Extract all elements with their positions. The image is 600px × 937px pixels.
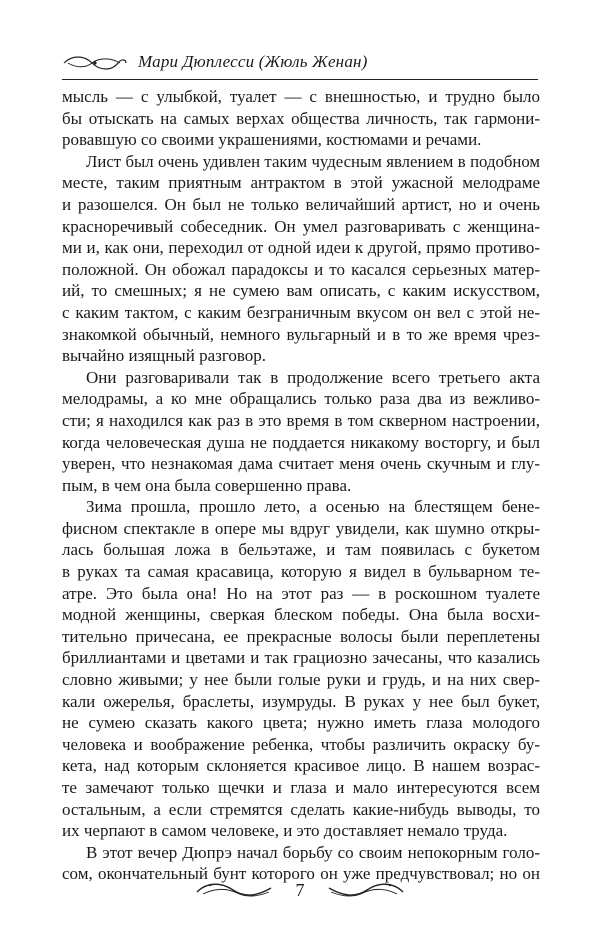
text-line: тительно причесана, ее прекрасные волосы были переплетены <box>62 626 540 646</box>
text-line: мелодрамы, а ко мне обращались только раза два из вежливо- <box>62 389 540 409</box>
page-number: 7 <box>295 880 305 900</box>
text-line: знакомкой обычный, немного вульгарный и в то же время чрез- <box>62 324 540 344</box>
text-line: Они разговаривали так в продолжение всего третьего акта <box>86 367 540 387</box>
text-line: ий, то смешных; я не сумею вам описать, с каким искусством, <box>62 281 540 301</box>
flourish-ornament-icon <box>327 880 405 900</box>
text-line: фисном спектакле в опере мы вдруг увидели, как шумно откры- <box>62 518 540 538</box>
body-text <box>62 86 540 885</box>
text-line: словно живыми; у нее были голые руки и грудь, и на них свер- <box>62 670 540 690</box>
text-line: не сумею сказать какого цвета; нужно иметь глаза молодого <box>62 713 540 733</box>
text-line: ровавшую со своими украшениями, костюмами и речами. <box>62 130 482 150</box>
text-line: человека и воображение ребенка, чтобы различить окраску бу- <box>62 734 540 754</box>
text-line: Зима прошла, прошло лето, а осенью на блестящем бене- <box>86 497 540 517</box>
text-line: В этот вечер Дюпрэ начал борьбу со своим непокорным голо- <box>86 842 540 862</box>
text-line: ми и, как они, переходил от одной идеи к другой, прямо противо- <box>62 238 540 258</box>
text-line: сти; я находился как раз в это время в том скверном настроении, <box>62 410 540 430</box>
running-header <box>62 46 538 80</box>
text-line: кали ожерелья, браслеты, изумруды. В руках у нее был букет, <box>62 691 540 711</box>
text-line: кета, над которым склоняется красивое лицо. В нашем возрас- <box>62 756 540 776</box>
text-line: Лист был очень удивлен таким чудесным явлением в подобном <box>86 151 540 171</box>
text-line: в руках та самая красавица, которую я видел в бульварном те- <box>62 562 540 582</box>
page-footer <box>195 868 405 908</box>
text-line: атре. Это была она! Но на этот раз — в роскошном туалете <box>62 583 540 603</box>
text-line: бриллиантами и цветами и так грациозно зачесаны, что казались <box>62 648 540 668</box>
text-line: уверен, что незнакомая дама считает меня очень скучным и глу- <box>62 454 540 474</box>
text-line: положной. Он обожал парадоксы и то касался серьезных матер- <box>62 259 540 279</box>
header-rule <box>62 79 538 80</box>
flourish-ornament-icon <box>62 54 128 72</box>
text-line: лась большая ложа в бельэтаже, и там появилась с букетом <box>62 540 540 560</box>
text-line: когда человеческая душа не поддается никакому восторгу, и был <box>62 432 540 452</box>
text-line: мысль — с улыбкой, туалет — с внешностью, и трудно было <box>62 87 540 106</box>
text-line: модной женщины, сверкая блеском победы. Она была восхи- <box>62 605 540 625</box>
text-line: пым, в чем она была совершенно права. <box>62 475 352 495</box>
text-line: бы отыскать на самых верхах общества личность, так гармони- <box>62 108 540 128</box>
running-title: Мари Дюплесси (Жюль Женан) <box>138 52 368 71</box>
text-line: вычайно изящный разговор. <box>62 346 267 366</box>
text-line: те замечают только щечки и глаза и мало интересуются всем <box>62 778 540 797</box>
text-line: красноречивый собеседник. Он умел разговаривать с женщина- <box>62 216 540 236</box>
text-line: их черпают в самом человеке, и это доставляет немало труда. <box>62 821 508 841</box>
text-line: и разошелся. Он был не только величайший артист, но и очень <box>62 194 540 214</box>
text-line: с каким тактом, с каким безграничным вкусом он вел с этой не- <box>62 302 540 322</box>
text-line: сом, окончательный бунт которого он уже предчувствовал; но он <box>62 864 540 884</box>
text-line: остальным, а если стремятся сделать какие-нибудь выводы, то <box>62 799 540 819</box>
text-line: месте, таким приятным антрактом в этой ужасной мелодраме <box>62 173 540 193</box>
